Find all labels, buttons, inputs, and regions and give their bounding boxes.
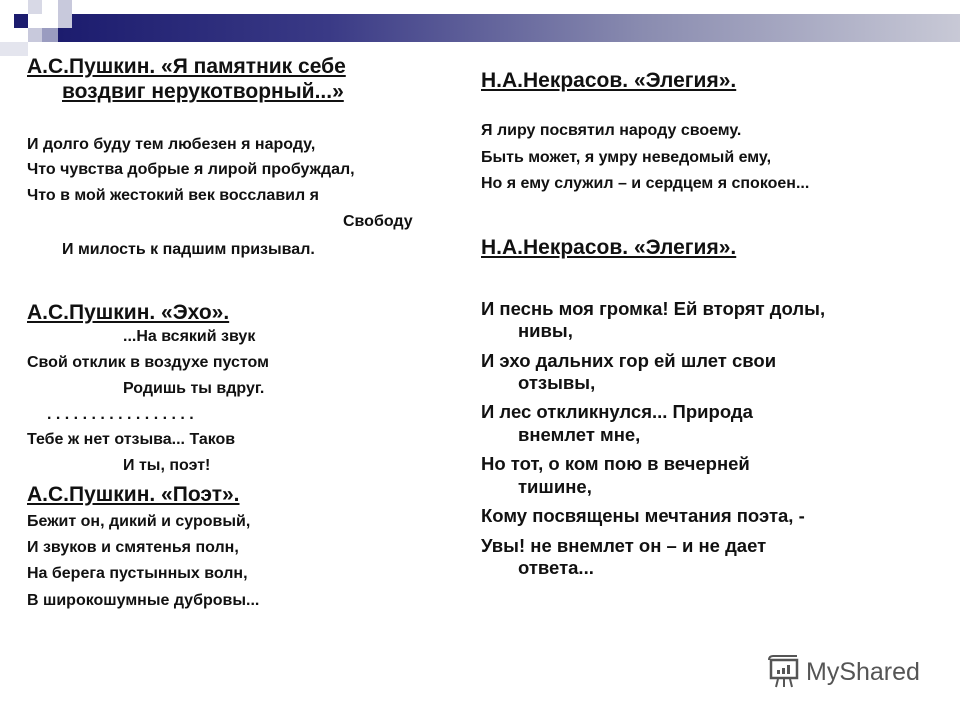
poem-line: Быть может, я умру неведомый ему,: [481, 149, 772, 166]
poem-line: Что чувства добрые я лирой пробуждал,: [27, 161, 355, 178]
poem-title: Н.А.Некрасов. «Элегия».: [481, 236, 737, 259]
poem-line: На берега пустынных волн,: [27, 565, 248, 582]
header-bar: [58, 14, 960, 42]
presentation-board-icon: [766, 655, 800, 689]
poem-line: Кому посвящены мечтания поэта, -: [481, 505, 805, 526]
poem-line: тишине,: [518, 476, 592, 497]
poem-line: Увы! не внемлет он – и не дает: [481, 535, 767, 556]
decor-square: [58, 0, 72, 28]
poem-line: И эхо дальних гор ей шлет свои: [481, 350, 777, 371]
poem-line: Но тот, о ком пою в вечерней: [481, 453, 750, 474]
decor-square: [14, 14, 28, 28]
poem-line: И долго буду тем любезен я народу,: [27, 136, 316, 153]
poem-line: И звуков и смятенья полн,: [27, 539, 239, 556]
poem-title: А.С.Пушкин. «Эхо».: [27, 301, 230, 324]
poem-line: . . . . . . . . . . . . . . . . .: [47, 406, 194, 423]
watermark-text: MyShared: [806, 657, 920, 686]
poem-line: И милость к падшим призывал.: [62, 241, 315, 258]
poem-line: нивы,: [518, 320, 573, 341]
poem-line: Свободу: [343, 213, 413, 230]
poem-title: А.С.Пушкин. «Поэт».: [27, 483, 240, 506]
poem-line: В широкошумные дубровы...: [27, 592, 260, 609]
decor-square: [28, 28, 42, 42]
poem-title: воздвиг нерукотворный...»: [62, 80, 344, 103]
decor-square: [0, 42, 28, 56]
poem-title: А.С.Пушкин. «Я памятник себе: [27, 55, 346, 78]
poem-line: Что в мой жестокий век восславил я: [27, 187, 319, 204]
poem-line: Я лиру посвятил народу своему.: [481, 122, 742, 139]
poem-line: Свой отклик в воздухе пустом: [27, 354, 269, 371]
poem-line: ответа...: [518, 557, 594, 578]
decor-square: [28, 0, 42, 14]
poem-line: И ты, поэт!: [123, 457, 211, 474]
watermark-logo: [766, 655, 920, 689]
decor-square: [42, 28, 58, 42]
poem-title: Н.А.Некрасов. «Элегия».: [481, 69, 737, 92]
poem-line: ...На всякий звук: [123, 328, 256, 345]
poem-line: Бежит он, дикий и суровый,: [27, 513, 251, 530]
poem-line: внемлет мне,: [518, 424, 641, 445]
poem-line: отзывы,: [518, 372, 596, 393]
poem-line: Тебе ж нет отзыва... Таков: [27, 431, 236, 448]
poem-line: Но я ему служил – и сердцем я спокоен...: [481, 175, 810, 192]
poem-line: И лес откликнулся... Природа: [481, 401, 753, 422]
poem-line: Родишь ты вдруг.: [123, 380, 265, 397]
poem-line: И песнь моя громка! Ей вторят долы,: [481, 298, 826, 319]
